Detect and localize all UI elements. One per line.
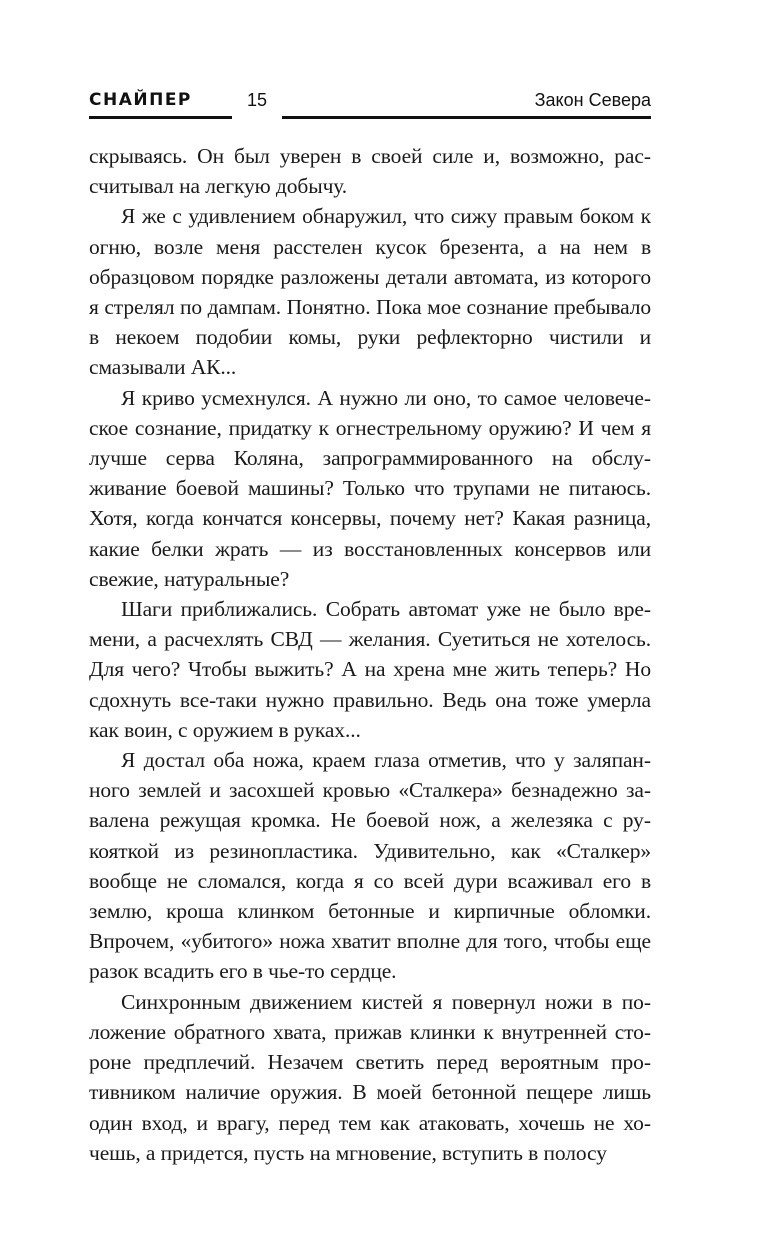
header-rule-right	[282, 116, 651, 119]
paragraph: Я криво усмехнулся. А нужно ли оно, то самое человеческое сознание, придатку к огнестрельному оружию? И чем я лучше серва Коляна, запрограммированного на обслуживание боевой машины? Только что трупами не питаюсь. Хотя, когда кончатся консервы, почему нет? Какая разница, какие белки жрать — из восстановленных консервов или свежие, натуральные?	[89, 385, 651, 591]
paragraph-continued: скрываясь. Он был уверен в своей силе и, возможно, рассчитывал на легкую добычу.	[89, 144, 651, 199]
book-title: Закон Севера	[534, 90, 651, 110]
paragraph: Синхронным движением кистей я повернул ножи в положение обратного хвата, прижав клинки к внутренней стороне предплечий. Незачем светить перед вероятным противником наличие оружия. В моей бетонной пещере лишь один вход, и врагу, перед тем как атаковать, хочешь не хочешь, а придется, пусть на мгновение, вступить в полосу	[89, 989, 651, 1165]
paragraph: Я же с удивлением обнаружил, что сижу правым боком к огню, возле меня расстелен кусок брезента, а на нем в образцовом порядке разложены детали автомата, из которого я стрелял по дампам. Понятно. Пока мое сознание пребывало в некоем подобии комы, руки рефлекторно чистили и смазывали АК...	[89, 204, 651, 380]
book-page	[89, 88, 651, 1168]
body-text	[89, 141, 651, 1168]
paragraph: Шаги приближались. Собрать автомат уже не было времени, а расчехлять СВД — желания. Суетиться не хотелось. Для чего? Чтобы выжить? А на хрена мне жить теперь? Но сдохнуть все-таки нужно правильно. Ведь она тоже умерла как воин, с оружием в руках...	[89, 597, 651, 742]
series-name: СНАЙПЕР	[89, 90, 192, 110]
header-rule-left	[89, 116, 232, 119]
running-header	[89, 88, 651, 122]
paragraph: Я достал оба ножа, краем глаза отметив, что у заляпанного землей и засохшей кровью «Сталкера» безнадежно завалена режущая кромка. Не боевой нож, а железяка с рукояткой из резинопластика. Удивительно, как «Сталкер» вообще не сломался, когда я со всей дури всаживал его в землю, кроша клинком бетонные и кирпичные обломки. Впрочем, «убитого» ножа хватит вполне для того, чтобы еще разок всадить его в чье-то сердце.	[89, 748, 651, 984]
page-number: 15	[247, 90, 268, 110]
